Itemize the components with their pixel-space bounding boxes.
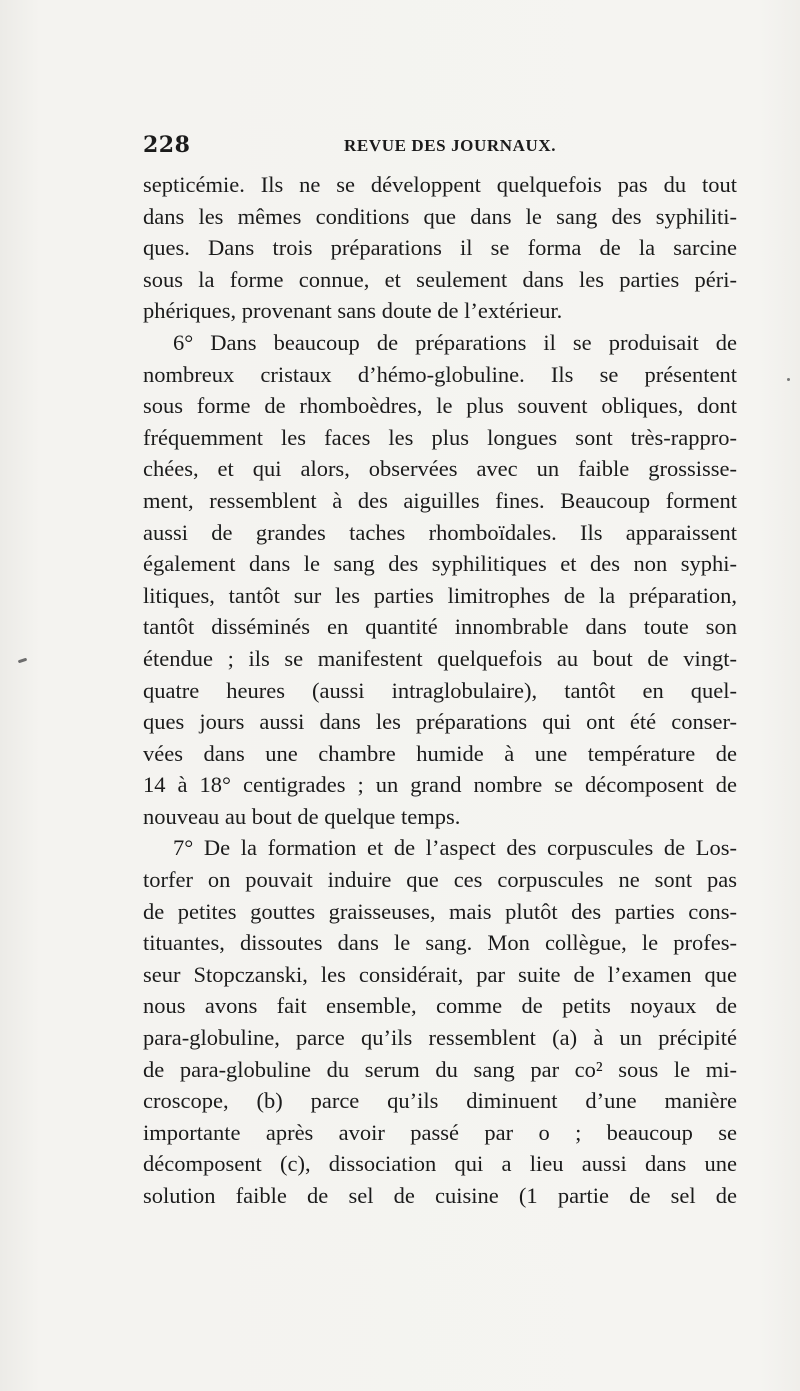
text-line: septicémie. Ils ne se développent quelquefois pas du tout <box>143 172 737 197</box>
text-line: seur Stopczanski, les considérait, par suite de l’examen que <box>143 961 737 987</box>
text-line: également dans le sang des syphilitiques et des non syphi- <box>143 551 737 577</box>
text-line: importante après avoir passé par o ; beaucoup se <box>143 1119 737 1145</box>
page-header <box>143 130 737 164</box>
text-line: tantôt disséminés en quantité innombrable dans toute son <box>143 614 737 640</box>
text-line: torfer on pouvait induire que ces corpuscules ne sont pas <box>143 867 737 893</box>
text-line: nous avons fait ensemble, comme de petits noyaux de <box>143 993 737 1019</box>
body-text <box>143 169 737 1212</box>
margin-ink-dot <box>787 378 790 381</box>
text-line: de para-globuline du serum du sang par co² sous le mi- <box>143 1056 737 1082</box>
margin-ink-mark <box>18 658 27 664</box>
text-line: fréquemment les faces les plus longues sont très-rappro- <box>143 424 737 450</box>
text-line: sous forme de rhomboèdres, le plus souvent obliques, dont <box>143 393 737 419</box>
text-line: chées, et qui alors, observées avec un faible grossisse- <box>143 456 737 482</box>
text-line: litiques, tantôt sur les parties limitrophes de la préparation, <box>143 582 737 608</box>
paragraph-start-line: 7° De la formation et de l’aspect des corpuscules de Los- <box>173 835 737 861</box>
text-line: solution faible de sel de cuisine (1 partie de sel de <box>143 1183 737 1208</box>
page-number: 228 <box>143 132 191 158</box>
text-line: ques. Dans trois préparations il se forma de la sarcine <box>143 235 737 261</box>
text-line: phériques, provenant sans doute de l’extérieur. <box>143 298 563 324</box>
text-line: croscope, (b) parce qu’ils diminuent d’une manière <box>143 1088 737 1114</box>
text-line: vées dans une chambre humide à une température de <box>143 740 737 766</box>
text-line: dans les mêmes conditions que dans le sang des syphiliti- <box>143 203 737 229</box>
running-title: REVUE DES JOURNAUX. <box>344 136 557 155</box>
text-line: quatre heures (aussi intraglobulaire), tantôt en quel- <box>143 677 737 703</box>
text-line: ment, ressemblent à des aiguilles fines. Beaucoup forment <box>143 487 737 513</box>
text-line: étendue ; ils se manifestent quelquefois au bout de vingt- <box>143 645 737 671</box>
text-line: 14 à 18° centigrades ; un grand nombre se décomposent de <box>143 772 737 798</box>
text-line: nouveau au bout de quelque temps. <box>143 803 461 829</box>
text-line: tituantes, dissoutes dans le sang. Mon collègue, le profes- <box>143 930 737 956</box>
paragraph-start-line: 6° Dans beaucoup de préparations il se produisait de <box>173 329 737 355</box>
text-line: ques jours aussi dans les préparations qui ont été conser- <box>143 709 737 735</box>
text-line: nombreux cristaux d’hémo-globuline. Ils se présentent <box>143 361 737 387</box>
text-line: para-globuline, parce qu’ils ressemblent (a) à un précipité <box>143 1025 737 1051</box>
text-line: aussi de grandes taches rhomboïdales. Ils apparaissent <box>143 519 737 545</box>
text-line: de petites gouttes graisseuses, mais plutôt des parties cons- <box>143 898 737 924</box>
text-line: sous la forme connue, et seulement dans les parties péri- <box>143 266 737 292</box>
text-line: décomposent (c), dissociation qui a lieu aussi dans une <box>143 1151 737 1177</box>
